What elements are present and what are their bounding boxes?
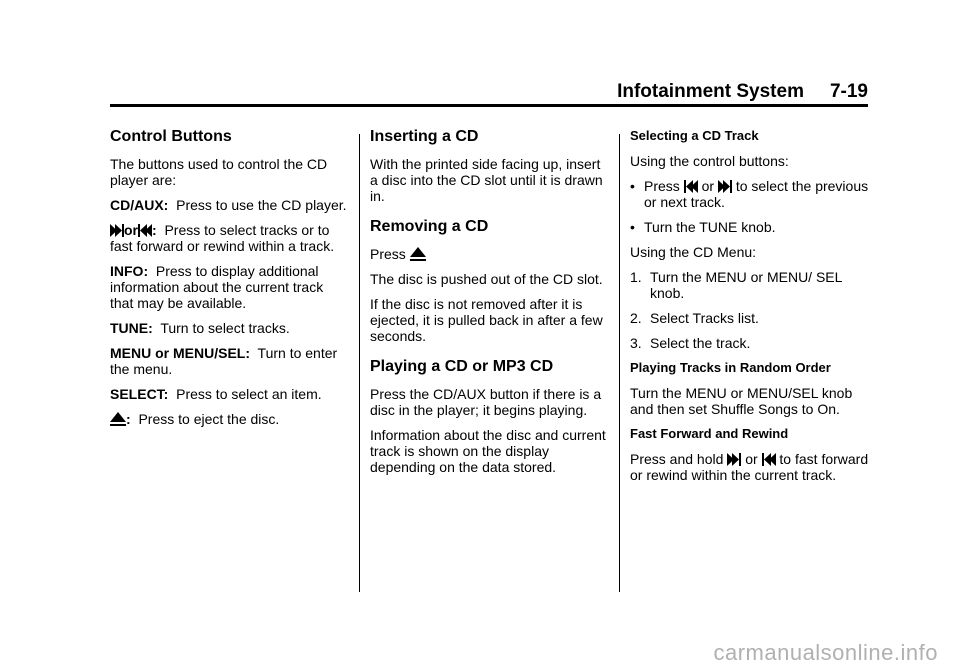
using-menu: Using the CD Menu: bbox=[630, 244, 757, 260]
eject-icon bbox=[110, 412, 126, 426]
intro-text: The buttons used to control the CD player are: bbox=[110, 156, 328, 188]
header-rule bbox=[110, 104, 868, 107]
section-title: Infotainment System bbox=[617, 81, 804, 102]
heading-removing-cd: Removing a CD bbox=[370, 218, 489, 235]
inserting-text: With the printed side facing up, insert a disc into the CD slot until it is drawn in. bbox=[370, 156, 603, 204]
bullet-press-seek: • Press or to select the previous or next track. bbox=[630, 178, 869, 210]
removing-text-2: If the disc is not removed after it is ejected, it is pulled back in after a few seconds. bbox=[370, 296, 603, 344]
item-eject: : Press to eject the disc. bbox=[110, 411, 348, 427]
item-seek: or : Press to select tracks or to fast forward or rewind within a track. bbox=[110, 222, 335, 254]
seek-forward-icon bbox=[110, 224, 124, 237]
heading-playing-cd: Playing a CD or MP3 CD bbox=[370, 358, 554, 375]
bullet-marker: • bbox=[630, 219, 635, 235]
heading-fast-forward: Fast Forward and Rewind bbox=[630, 426, 789, 441]
ff-text: Press and hold or to fast forward or rewind within the current track. bbox=[630, 451, 869, 483]
seek-back-icon bbox=[684, 180, 698, 193]
watermark: carmanualsonline.info bbox=[713, 640, 938, 665]
step-3: 3. Select the track. bbox=[630, 335, 751, 351]
seek-back-icon bbox=[762, 453, 776, 466]
seek-forward-icon bbox=[718, 180, 732, 193]
playing-text-2: Information about the disc and current track is shown on the display depending on the data stored. bbox=[370, 427, 606, 475]
page-number: 7-19 bbox=[829, 81, 868, 102]
heading-inserting-cd: Inserting a CD bbox=[370, 128, 479, 145]
column-track-selection bbox=[630, 128, 870, 492]
eject-icon bbox=[410, 247, 426, 261]
item-info: INFO: Press to display additional information about the current track that may be available. bbox=[110, 263, 324, 311]
bullet-tune: • Turn the TUNE knob. bbox=[630, 219, 776, 235]
using-buttons: Using the control buttons: bbox=[630, 153, 789, 169]
column-divider-2 bbox=[619, 134, 620, 592]
bullet-marker: • bbox=[630, 178, 635, 194]
step-1: 1. Turn the MENU or MENU/ SEL knob. bbox=[630, 269, 842, 301]
heading-selecting-track: Selecting a CD Track bbox=[630, 128, 759, 143]
playing-text-1: Press the CD/AUX button if there is a disc in the player; it begins playing. bbox=[370, 386, 602, 418]
column-control-buttons bbox=[110, 128, 348, 436]
removing-text-1: The disc is pushed out of the CD slot. bbox=[370, 271, 603, 287]
item-cd-aux: CD/AUX: Press to use the CD player. bbox=[110, 197, 347, 213]
item-tune: TUNE: Turn to select tracks. bbox=[110, 320, 290, 336]
column-cd-operations bbox=[370, 128, 610, 484]
seek-back-icon bbox=[138, 224, 152, 237]
random-text: Turn the MENU or MENU/SEL knob and then set Shuffle Songs to On. bbox=[630, 385, 853, 417]
step-2: 2. Select Tracks list. bbox=[630, 310, 759, 326]
removing-press: Press bbox=[370, 246, 610, 262]
heading-control-buttons: Control Buttons bbox=[110, 128, 232, 145]
heading-random-order: Playing Tracks in Random Order bbox=[630, 360, 831, 375]
page-header bbox=[617, 81, 868, 103]
item-select: SELECT: Press to select an item. bbox=[110, 386, 322, 402]
seek-forward-icon bbox=[727, 453, 741, 466]
column-divider-1 bbox=[359, 134, 360, 592]
item-menu: MENU or MENU/SEL: Turn to enter the menu. bbox=[110, 345, 338, 377]
